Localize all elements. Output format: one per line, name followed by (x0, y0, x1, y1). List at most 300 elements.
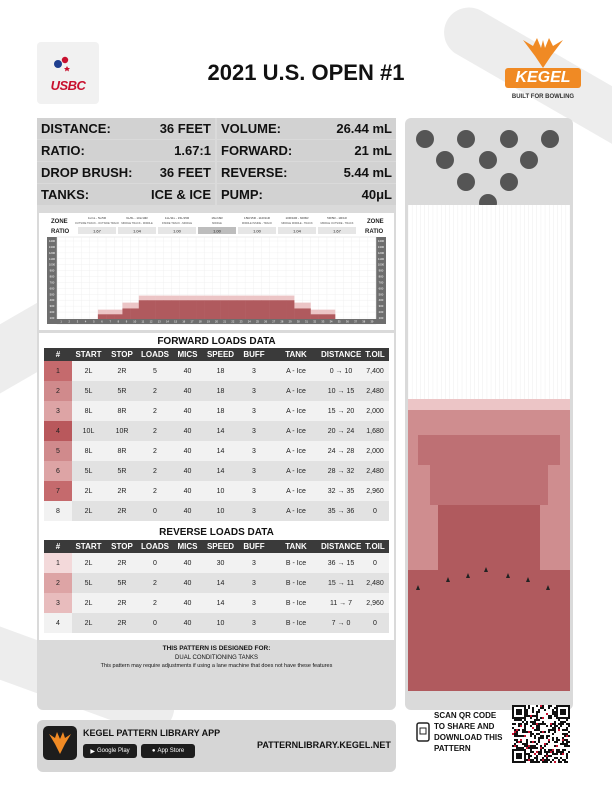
qr-module (558, 749, 560, 751)
qr-module (512, 717, 514, 719)
qr-module (524, 761, 526, 763)
y-tick-label: 300 (378, 304, 384, 309)
y-tick-label: 400 (49, 298, 55, 303)
column-header: DISTANCE (321, 542, 362, 551)
qr-module (560, 725, 562, 727)
table-cell: A - Ice (271, 381, 321, 401)
x-tick-label: 3 (76, 320, 79, 324)
designed-for-title: THIS PATTERN IS DESIGNED FOR: (162, 645, 271, 652)
qr-module (552, 711, 554, 713)
qr-module (562, 723, 564, 725)
qr-module (566, 757, 568, 759)
qr-module (520, 753, 522, 755)
qr-module (536, 725, 538, 727)
qr-module (516, 733, 518, 735)
qr-module (522, 721, 524, 723)
oil-bar (245, 300, 253, 319)
qr-module (514, 749, 516, 751)
spec-value: 26.44 mL (336, 121, 392, 136)
zone-name: 16L/16R (211, 216, 223, 220)
qr-module (564, 709, 566, 711)
qr-module (556, 709, 558, 711)
table-cell: 2R (105, 361, 139, 381)
qr-module (540, 705, 542, 707)
qr-module (516, 735, 518, 737)
qr-module (564, 749, 566, 751)
y-tick-label: 900 (378, 268, 384, 273)
google-play-button[interactable] (83, 744, 137, 758)
qr-module (550, 705, 552, 707)
table-cell: B - Ice (271, 573, 321, 593)
column-header: STOP (105, 540, 139, 553)
qr-module (560, 717, 562, 719)
y-tick-label: 600 (378, 286, 384, 291)
table-cell: 5R (105, 461, 139, 481)
qr-module (520, 717, 522, 719)
table-cell: 2 (139, 441, 171, 461)
qr-module (532, 733, 534, 735)
pin-icon (457, 130, 475, 148)
qr-module (560, 705, 562, 707)
forward-loads-table (44, 348, 389, 521)
app-title: KEGEL PATTERN LIBRARY APP (83, 728, 221, 738)
qr-module (538, 737, 540, 739)
y-tick-label: 1100 (48, 256, 56, 261)
x-tick-label: 25 (255, 320, 259, 324)
table-row (44, 421, 389, 441)
spec-row (37, 162, 396, 183)
qr-module (516, 749, 518, 751)
qr-module (540, 707, 542, 709)
x-tick-label: 20 (215, 320, 218, 324)
ratio-label: RATIO (51, 229, 70, 235)
row-number-cell: 8 (44, 501, 72, 521)
table-cell: 2L (72, 593, 105, 613)
table-cell: 2L (72, 613, 105, 633)
row-number-cell: 3 (44, 401, 72, 421)
qr-module (544, 759, 546, 761)
table-cell: 5 (139, 361, 171, 381)
qr-module (564, 711, 566, 713)
table-cell: 2R (105, 593, 139, 613)
column-header: STOP (105, 348, 139, 361)
zone-ratio: 1.04 (133, 228, 141, 234)
qr-module (524, 723, 526, 725)
qr-module (552, 751, 554, 753)
qr-module (520, 761, 522, 763)
qr-module (544, 745, 546, 747)
table-cell: 10 (204, 481, 237, 501)
qr-module (558, 719, 560, 721)
kegel-app-icon[interactable] (43, 726, 77, 760)
qr-module (560, 743, 562, 745)
app-store-button[interactable] (141, 744, 195, 758)
table-cell: 8L (72, 401, 105, 421)
qr-module (548, 715, 550, 717)
qr-module (518, 757, 520, 759)
oil-bar (139, 300, 147, 319)
qr-module (568, 713, 570, 715)
qr-module (556, 741, 558, 743)
qr-module (552, 727, 554, 729)
qr-module (550, 725, 552, 727)
qr-module (540, 717, 542, 719)
oil-dark-region (408, 570, 570, 691)
qr-module (524, 725, 526, 727)
table-cell: 2R (105, 481, 139, 501)
table-cell: 2 (139, 573, 171, 593)
qr-module (562, 705, 564, 707)
x-tick-label: 36 (345, 320, 349, 324)
zone-ratio: 1.00 (213, 228, 221, 234)
qr-code[interactable] (512, 705, 570, 763)
qr-module (518, 747, 520, 749)
qr-module (534, 721, 536, 723)
table-cell: 40 (171, 481, 204, 501)
column-header: SPEED (204, 540, 237, 553)
qr-module (524, 735, 526, 737)
qr-module (514, 745, 516, 747)
spec-cell (217, 162, 396, 183)
table-cell: A - Ice (271, 461, 321, 481)
qr-module (566, 723, 568, 725)
google-play-icon: ▶ (90, 748, 95, 755)
oil-bar (106, 314, 114, 319)
qr-module (560, 757, 562, 759)
qr-module (520, 725, 522, 727)
qr-module (562, 713, 564, 715)
qr-module (520, 709, 522, 711)
zone-sub: INSIDE TRACK - MIDDLE (161, 222, 193, 225)
qr-module (556, 707, 558, 709)
qr-module (536, 733, 538, 735)
qr-module (566, 719, 568, 721)
qr-module (554, 731, 556, 733)
table-cell: 8R (105, 441, 139, 461)
qr-module (552, 753, 554, 755)
qr-module (512, 753, 514, 755)
qr-module (568, 725, 570, 727)
pin-icon (479, 151, 497, 169)
qr-module (528, 753, 530, 755)
qr-module (520, 711, 522, 713)
oil-bar (311, 314, 319, 319)
y-tick-label: 500 (49, 292, 55, 297)
qr-module (526, 709, 528, 711)
x-tick-label: 39 (370, 320, 374, 324)
ratio-label-right: RATIO (365, 229, 384, 235)
qr-module (518, 749, 520, 751)
reverse-loads-table (44, 540, 389, 633)
x-tick-label: 33 (321, 320, 325, 324)
table-cell: B - Ice (271, 593, 321, 613)
spec-label: DROP BRUSH: (41, 165, 133, 180)
spec-value: 36 FEET (159, 121, 211, 136)
qr-module (512, 715, 514, 717)
qr-module (514, 733, 516, 735)
qr-module (558, 761, 560, 763)
kegel-tagline: BUILT FOR BOWLING (511, 94, 575, 100)
oil-bar (196, 300, 204, 319)
qr-module (546, 737, 548, 739)
column-header: BUFF (237, 348, 271, 361)
qr-module (542, 707, 544, 709)
qr-module (564, 735, 566, 737)
x-tick-label: 24 (247, 320, 251, 324)
qr-module (568, 723, 570, 725)
zone-name: 5R/5R - 1R/1R (327, 216, 347, 220)
qr-module (556, 751, 558, 753)
zone-sub: MIDDLE OUTSIDE - TRACK (320, 222, 354, 225)
qr-module (516, 757, 518, 759)
x-tick-label: 1 (60, 320, 62, 324)
table-cell: 0 → 10 (321, 361, 361, 381)
qr-module (558, 739, 560, 741)
lane-oil-graphic (408, 205, 570, 691)
table-cell: 3 (237, 593, 271, 613)
table-cell: B - Ice (271, 553, 321, 573)
qr-module (564, 739, 566, 741)
qr-module (546, 755, 548, 757)
qr-module (566, 745, 568, 747)
qr-module (512, 749, 514, 751)
table-cell: 14 (204, 441, 237, 461)
row-number-cell: 4 (44, 421, 72, 441)
table-cell: 40 (171, 361, 204, 381)
qr-module (556, 717, 558, 719)
spec-label: DISTANCE: (41, 121, 111, 136)
qr-module (546, 713, 548, 715)
qr-module (534, 737, 536, 739)
oil-bar (270, 300, 278, 319)
table-cell: 5L (72, 461, 105, 481)
qr-module (562, 709, 564, 711)
qr-module (538, 741, 540, 743)
qr-module (524, 751, 526, 753)
spec-value: 36 FEET (159, 165, 211, 180)
qr-module (554, 725, 556, 727)
qr-module (526, 745, 528, 747)
qr-module (540, 751, 542, 753)
qr-module (560, 761, 562, 763)
qr-module (532, 727, 534, 729)
qr-module (532, 759, 534, 761)
qr-module (546, 751, 548, 753)
qr-module (568, 715, 570, 717)
column-header: MICS (171, 348, 204, 361)
qr-module (524, 757, 526, 759)
table-cell: 15 → 11 (321, 573, 361, 593)
qr-module (528, 705, 530, 707)
qr-module (512, 709, 514, 711)
spec-cell (37, 118, 215, 139)
zone-ratio: 1.00 (173, 228, 181, 234)
qr-module (544, 723, 546, 725)
qr-module (530, 759, 532, 761)
oil-graph-card (39, 213, 394, 330)
qr-module (516, 755, 518, 757)
x-tick-label: 10 (133, 320, 137, 324)
table-row (44, 481, 389, 501)
qr-module (556, 739, 558, 741)
table-row (44, 461, 389, 481)
table-cell: 5L (72, 573, 105, 593)
qr-module (568, 711, 570, 713)
qr-module (536, 717, 538, 719)
qr-module (542, 705, 544, 707)
qr-module (562, 759, 564, 761)
table-cell: A - Ice (271, 501, 321, 521)
qr-module (530, 717, 532, 719)
qr-module (562, 739, 564, 741)
table-cell: 2L (72, 481, 105, 501)
qr-module (520, 757, 522, 759)
qr-module (568, 745, 570, 747)
qr-module (548, 749, 550, 751)
qr-module (566, 753, 568, 755)
table-cell: 2,960 (361, 481, 389, 501)
table-cell: 28 → 32 (321, 461, 361, 481)
oil-bar (253, 300, 261, 319)
qr-module (566, 733, 568, 735)
qr-module (516, 753, 518, 755)
qr-module (566, 741, 568, 743)
spec-cell (217, 140, 396, 161)
zone-sub: MIDDLE (212, 222, 222, 225)
qr-module (552, 723, 554, 725)
x-tick-label: 7 (109, 320, 111, 324)
table-cell: A - Ice (271, 421, 321, 441)
table-cell: 18 (204, 401, 237, 421)
qr-module (548, 735, 550, 737)
qr-module (566, 727, 568, 729)
qr-module (514, 729, 516, 731)
table-cell: 30 (204, 553, 237, 573)
qr-module (526, 731, 528, 733)
x-tick-label: 4 (84, 320, 87, 324)
column-header: LOADS (141, 542, 169, 551)
row-number-cell: 2 (44, 381, 72, 401)
zone-name: 15R/15R - 11R/11R (244, 216, 270, 220)
qr-module (556, 737, 558, 739)
table-cell: B - Ice (271, 613, 321, 633)
table-cell: 14 (204, 573, 237, 593)
qr-module (528, 755, 530, 757)
qr-module (546, 761, 548, 763)
qr-module (530, 747, 532, 749)
qr-module (538, 729, 540, 731)
table-cell: 36 → 15 (321, 553, 361, 573)
qr-module (552, 709, 554, 711)
qr-module (526, 715, 528, 717)
y-tick-label: 1300 (48, 244, 56, 249)
qr-module (516, 719, 518, 721)
table-cell: 2L (72, 361, 105, 381)
app-store-label: App Store (157, 748, 185, 754)
qr-module (538, 727, 540, 729)
y-tick-label: 1000 (377, 262, 385, 267)
table-cell: 10 → 15 (321, 381, 361, 401)
qr-module (540, 723, 542, 725)
spec-label: REVERSE: (221, 165, 288, 180)
qr-module (530, 761, 532, 763)
qr-module (512, 707, 514, 709)
qr-module (554, 713, 556, 715)
table-cell: 2R (105, 501, 139, 521)
qr-module (548, 731, 550, 733)
spec-value: 1.67:1 (174, 143, 211, 158)
row-number-cell: 4 (44, 613, 72, 633)
loads-tables-card (39, 333, 394, 640)
qr-module (524, 749, 526, 751)
qr-module (556, 753, 558, 755)
table-cell: 8R (105, 401, 139, 421)
x-tick-label: 28 (280, 320, 284, 324)
qr-module (554, 753, 556, 755)
qr-module (518, 753, 520, 755)
qr-module (532, 745, 534, 747)
qr-module (534, 745, 536, 747)
x-tick-label: 35 (337, 320, 341, 324)
designed-for-line: DUAL CONDITIONING TANKS (175, 655, 258, 661)
pattern-specs (37, 118, 396, 206)
spec-label: VOLUME: (221, 121, 281, 136)
spec-value: 21 mL (354, 143, 392, 158)
x-tick-label: 17 (190, 320, 194, 324)
table-cell: 10R (105, 421, 139, 441)
qr-module (562, 753, 564, 755)
zone-name: 1L/1L - 5L/5R (87, 216, 107, 220)
table-cell: A - Ice (271, 401, 321, 421)
qr-module (516, 717, 518, 719)
column-header: START (72, 540, 105, 553)
qr-module (524, 711, 526, 713)
table-cell: 11 → 7 (321, 593, 361, 613)
y-tick-label: 300 (49, 304, 55, 309)
qr-module (542, 737, 544, 739)
qr-module (534, 723, 536, 725)
qr-module (516, 745, 518, 747)
qr-module (512, 757, 514, 759)
qr-module (518, 725, 520, 727)
qr-module (516, 705, 518, 707)
qr-module (560, 711, 562, 713)
table-cell: 14 (204, 593, 237, 613)
qr-module (518, 717, 520, 719)
qr-module (512, 745, 514, 747)
pattern-library-url[interactable]: PATTERNLIBRARY.KEGEL.NET (257, 740, 391, 750)
qr-module (534, 715, 536, 717)
qr-module (534, 761, 536, 763)
column-header: T.OIL (361, 348, 389, 361)
qr-module (548, 717, 550, 719)
qr-module (568, 709, 570, 711)
x-tick-label: 32 (313, 320, 317, 324)
qr-module (532, 721, 534, 723)
x-tick-label: 30 (296, 320, 300, 324)
table-cell: 2 (139, 401, 171, 421)
qr-module (564, 761, 566, 763)
qr-module (530, 749, 532, 751)
qr-module (556, 757, 558, 759)
qr-module (558, 723, 560, 725)
x-tick-label: 12 (149, 320, 153, 324)
qr-module (526, 753, 528, 755)
y-tick-label: 600 (49, 286, 55, 291)
qr-module (512, 711, 514, 713)
qr-module (524, 715, 526, 717)
table-cell: 0 (361, 553, 389, 573)
